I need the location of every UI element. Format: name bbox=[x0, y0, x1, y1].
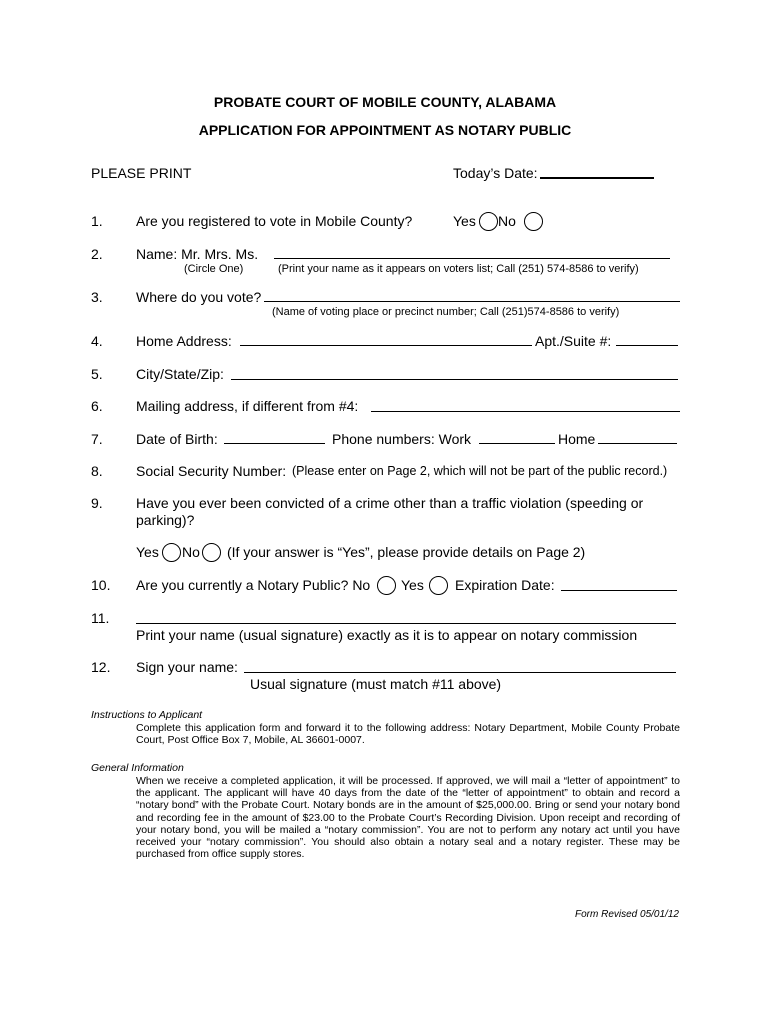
instructions-body: Complete this application form and forward it to the following address: Notary Department, Mobile County Probate Court, Post Office Box 7, Mobile, AL 36601-0007. bbox=[136, 722, 680, 747]
q4-number: 4. bbox=[91, 333, 103, 349]
q3-number: 3. bbox=[91, 289, 103, 305]
q5-text: City/State/Zip: bbox=[136, 366, 224, 382]
q12-text: Sign your name: bbox=[136, 659, 238, 675]
q1-yes-label: Yes bbox=[453, 213, 476, 229]
home-phone-field[interactable] bbox=[598, 443, 677, 444]
instructions-heading: Instructions to Applicant bbox=[91, 709, 203, 721]
q2-number: 2. bbox=[91, 246, 103, 262]
court-title: PROBATE COURT OF MOBILE COUNTY, ALABAMA bbox=[213, 94, 557, 110]
q4-text: Home Address: bbox=[136, 333, 232, 349]
q7-phone-work-label: Phone numbers: Work bbox=[332, 431, 472, 447]
city-state-zip-field[interactable] bbox=[231, 379, 678, 380]
todays-date-label: Today’s Date: bbox=[453, 165, 538, 181]
q10-no-radio[interactable] bbox=[377, 576, 396, 595]
q9-no-label: No bbox=[182, 544, 200, 560]
q8-text: Social Security Number: bbox=[136, 463, 287, 479]
form-revised: Form Revised 05/01/12 bbox=[575, 909, 679, 920]
q2-circle-note: (Circle One) bbox=[184, 263, 244, 275]
q10-text: Are you currently a Notary Public? No bbox=[136, 577, 371, 593]
please-print-label: PLEASE PRINT bbox=[91, 165, 192, 181]
q7-text: Date of Birth: bbox=[136, 431, 218, 447]
signature-field[interactable] bbox=[244, 672, 676, 673]
mailing-address-field[interactable] bbox=[371, 411, 680, 412]
q12-note: Usual signature (must match #11 above) bbox=[250, 676, 502, 692]
q1-no-label: No bbox=[498, 213, 516, 229]
q11-text: Print your name (usual signature) exactly as it is to appear on notary commission bbox=[136, 627, 638, 643]
q9-number: 9. bbox=[91, 495, 103, 511]
q4-apt-label: Apt./Suite #: bbox=[535, 333, 612, 349]
home-address-field[interactable] bbox=[240, 345, 532, 346]
name-field[interactable] bbox=[274, 258, 670, 259]
q10-yes-radio[interactable] bbox=[429, 576, 448, 595]
q7-number: 7. bbox=[91, 431, 103, 447]
q12-number: 12. bbox=[91, 659, 111, 675]
expiration-date-field[interactable] bbox=[561, 590, 677, 591]
apt-suite-field[interactable] bbox=[616, 345, 678, 346]
q10-number: 10. bbox=[91, 577, 111, 593]
q10-expiration-label: Expiration Date: bbox=[455, 577, 555, 593]
q10-yes-label: Yes bbox=[401, 577, 424, 593]
q2-text: Name: Mr. Mrs. Ms. bbox=[136, 246, 259, 262]
q1-yes-radio[interactable] bbox=[479, 212, 498, 231]
q6-text: Mailing address, if different from #4: bbox=[136, 398, 359, 414]
q9-text-line1: Have you ever been convicted of a crime other than a traffic violation (speeding or bbox=[136, 495, 644, 511]
q7-home-label: Home bbox=[558, 431, 596, 447]
q2-note: (Print your name as it appears on voters list; Call (251) 574-8586 to verify) bbox=[278, 263, 639, 275]
q9-yes-label: Yes bbox=[136, 544, 159, 560]
form-title: APPLICATION FOR APPOINTMENT AS NOTARY PUBLIC bbox=[198, 122, 572, 138]
q8-number: 8. bbox=[91, 463, 103, 479]
q8-note: (Please enter on Page 2, which will not be part of the public record.) bbox=[292, 464, 668, 478]
work-phone-field[interactable] bbox=[479, 443, 555, 444]
todays-date-field[interactable] bbox=[540, 177, 654, 179]
q5-number: 5. bbox=[91, 366, 103, 382]
q3-note: (Name of voting place or precinct number; Call (251)574-8586 to verify) bbox=[272, 306, 620, 318]
q9-no-radio[interactable] bbox=[202, 543, 221, 562]
q3-text: Where do you vote? bbox=[136, 289, 262, 305]
q9-yes-radio[interactable] bbox=[162, 543, 181, 562]
general-info-heading: General Information bbox=[91, 762, 184, 774]
q1-text: Are you registered to vote in Mobile County? bbox=[136, 213, 413, 229]
q9-note: (If your answer is “Yes”, please provide details on Page 2) bbox=[227, 544, 586, 560]
q11-number: 11. bbox=[91, 610, 110, 626]
date-of-birth-field[interactable] bbox=[224, 443, 325, 444]
q1-no-radio[interactable] bbox=[524, 212, 543, 231]
general-info-body: When we receive a completed application, it will be processed. If approved, we will mail a “letter of appointment” to the applicant. The applicant will have 40 days from the date of the “letter of appointment” to obtain and record a “notary bond” with the Probate Court. Notary bonds are in the amount of $25,000.00. Bring or send your notary bond and recording fee in the amount of $23.00 to the Probate Court’s Recording Division. Upon receipt and recording of your notary bond, you will be mailed a “notary commission”. You are not to perform any notary act until you have received your “notary commission”. You should also obtain a notary seal and a notary register. These may be purchased from office supply stores. bbox=[136, 775, 680, 861]
q6-number: 6. bbox=[91, 398, 103, 414]
q9-text-line2: parking)? bbox=[136, 512, 195, 528]
voting-place-field[interactable] bbox=[264, 301, 680, 302]
print-name-field[interactable] bbox=[136, 623, 676, 624]
q1-number: 1. bbox=[91, 213, 103, 229]
